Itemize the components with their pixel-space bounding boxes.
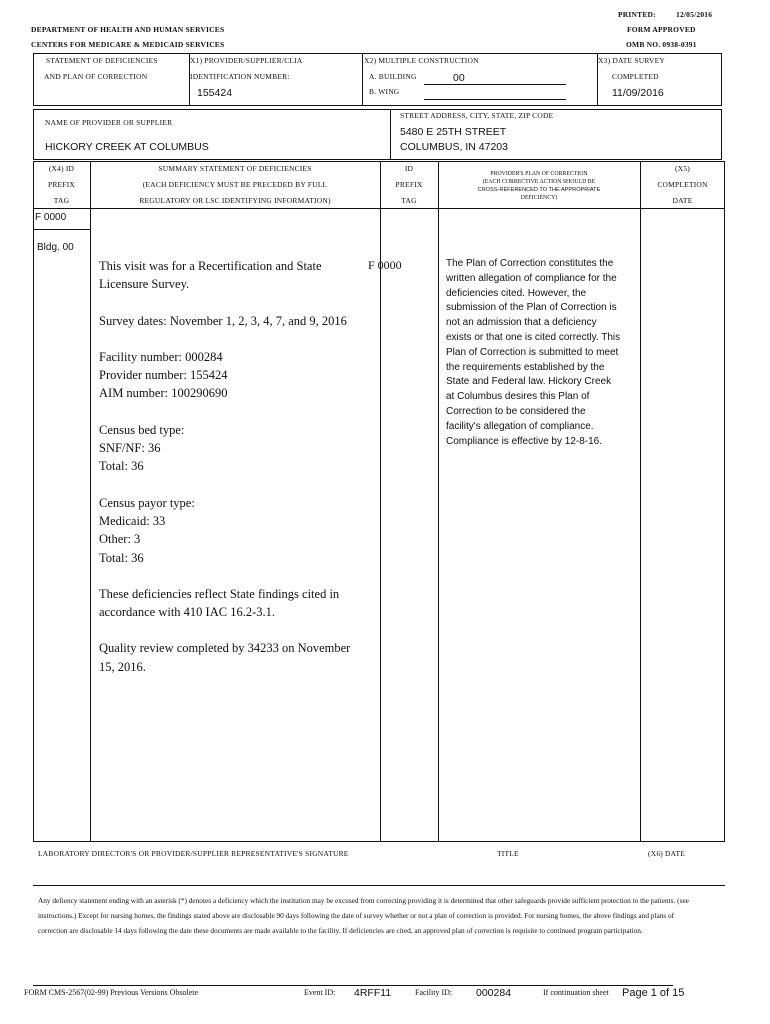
provider-id-value: 155424: [197, 87, 233, 99]
summary-line: Medicaid: 33: [99, 513, 166, 528]
x4-header: (X4) ID: [48, 164, 75, 173]
summary-paragraph: This visit was for a Recertification and State Licensure Survey.: [99, 259, 322, 292]
survey-completed-date: 11/09/2016: [612, 87, 664, 99]
x1-label: X1) PROVIDER/SUPPLIER/CLIA: [190, 56, 303, 65]
x5-date-header: DATE: [672, 196, 693, 205]
poc-header: PROVIDER'S PLAN OF CORRECTION: [490, 171, 588, 177]
summary-line: SNF/NF: 36: [99, 441, 161, 456]
poc-header-2: (EACH CORRECTIVE ACTION SHOULD BE: [482, 179, 596, 185]
form-approved: FORM APPROVED: [627, 25, 696, 34]
summary-line: Total: 36: [99, 459, 144, 474]
x5-completion-header: COMPLETION: [657, 180, 708, 189]
signature-date-label: (X6) DATE: [648, 849, 686, 858]
x3-label: X3) DATE SURVEY: [598, 56, 665, 65]
id-tag-header: TAG: [401, 196, 417, 205]
summary-line: AIM number: 100290690: [99, 386, 228, 401]
x3-sublabel: COMPLETED: [612, 72, 659, 81]
x5-header: (X5): [675, 164, 690, 173]
building-note: Bldg. 00: [37, 242, 74, 253]
x1-sublabel: IDENTIFICATION NUMBER:: [190, 72, 290, 81]
provider-name-label: NAME OF PROVIDER OR SUPPLIER: [45, 118, 173, 127]
summary-header: SUMMARY STATEMENT OF DEFICIENCIES: [158, 164, 312, 173]
disclosure-footnote: Any defiency statement ending with an asterisk (*) denotes a deficiency which the institution may be excused from correcting providing it is determined that other safeguards provide sufficient protection to the patients. (see instructions.) Except for nursing homes, the findings stated above are disclosable 90 days following the date of survey whether or not a plan of correction is provided. For nursing homes, the above findings and plans of correction are disclosable 14 days following the date these documents are made available to the facility. If deficiencies are cited, an approved plan of correction is requisite to continued program participation.: [38, 896, 689, 935]
wing-label: B. WING: [369, 87, 400, 96]
centers-title: CENTERS FOR MEDICARE & MEDICAID SERVICES: [31, 40, 225, 49]
x2-label: X2) MULTIPLE CONSTRUCTION: [364, 56, 479, 65]
plan-label: AND PLAN OF CORRECTION: [44, 72, 148, 81]
summary-paragraph: Quality review completed by 34233 on November 15, 2016.: [99, 641, 351, 674]
x4-prefix-header: PREFIX: [47, 180, 76, 189]
summary-line: Census bed type:: [99, 422, 185, 437]
omb-number: OMB NO. 0938-0391: [626, 40, 697, 49]
continuation-label: If continuation sheet: [543, 988, 609, 997]
id-prefix-header: PREFIX: [395, 180, 423, 189]
x4-tag-header: TAG: [53, 196, 70, 205]
summary-paragraph: These deficiencies reflect State findings cited in accordance with 410 IAC 16.2-3.1.: [99, 586, 340, 620]
summary-header-2: (EACH DEFICIENCY MUST BE PRECEDED BY FULL: [142, 180, 328, 189]
title-label: TITLE: [497, 849, 519, 858]
signature-label: LABORATORY DIRECTOR'S OR PROVIDER/SUPPLIER REPRESENTATIVE'S SIGNATURE: [38, 849, 349, 858]
summary-paragraph: Survey dates: November 1, 2, 3, 4, 7, and 9, 2016: [99, 313, 347, 328]
building-label: A. BUILDING: [369, 72, 417, 81]
summary-line: Facility number: 000284: [99, 349, 223, 364]
provider-name-value: HICKORY CREEK AT COLUMBUS: [45, 141, 209, 153]
id-header: ID: [404, 164, 414, 173]
poc-header-3: CROSS-REFERENCED TO THE APPROPRIATE: [477, 187, 601, 193]
facility-id-value: 000284: [476, 987, 512, 999]
event-id-label: Event ID:: [304, 988, 336, 997]
summary-line: Other: 3: [99, 532, 141, 547]
printed-date: 12/05/2016: [676, 10, 713, 19]
summary-line: Provider number: 155424: [99, 368, 228, 383]
plan-of-correction-text: The Plan of Correction constitutes the written allegation of compliance for the deficiencies cited. However, the submission of the Plan of Correction is not an admission that a deficiency exists or that one is cited correctly. This Plan of Correction is submitted to meet the requirements established by the State and Federal law. Hickory Creek at Columbus desires this Plan of Correction to be considered the facility's allegation of compliance. Compliance is effective by 12-8-16.: [446, 258, 621, 447]
event-id-value: 4RFF11: [354, 987, 392, 999]
statement-label: STATEMENT OF DEFICIENCIES: [46, 56, 158, 65]
department-title: DEPARTMENT OF HEALTH AND HUMAN SERVICES: [31, 25, 225, 34]
right-tag: F 0000: [368, 258, 402, 272]
poc-header-4: DEFICIENCY): [520, 195, 558, 201]
form-number: FORM CMS-2567(02-99) Previous Versions Obsolete: [24, 988, 199, 997]
summary-statement: [99, 257, 359, 676]
facility-id-label: Facility ID:: [415, 988, 453, 997]
page-number: Page 1 of 15: [622, 987, 685, 999]
summary-line: Census payor type:: [99, 495, 195, 510]
left-tag: F 0000: [35, 212, 67, 223]
summary-header-3: REGULATORY OR LSC IDENTIFYING INFORMATION): [139, 196, 331, 205]
printed-label: PRINTED:: [618, 10, 656, 19]
summary-line: Total: 36: [99, 550, 144, 565]
building-value: 00: [453, 72, 465, 84]
address-label: STREET ADDRESS, CITY, STATE, ZIP CODE: [400, 111, 554, 120]
address-line1: 5480 E 25TH STREET: [400, 126, 507, 138]
address-line2: COLUMBUS, IN 47203: [400, 141, 508, 153]
